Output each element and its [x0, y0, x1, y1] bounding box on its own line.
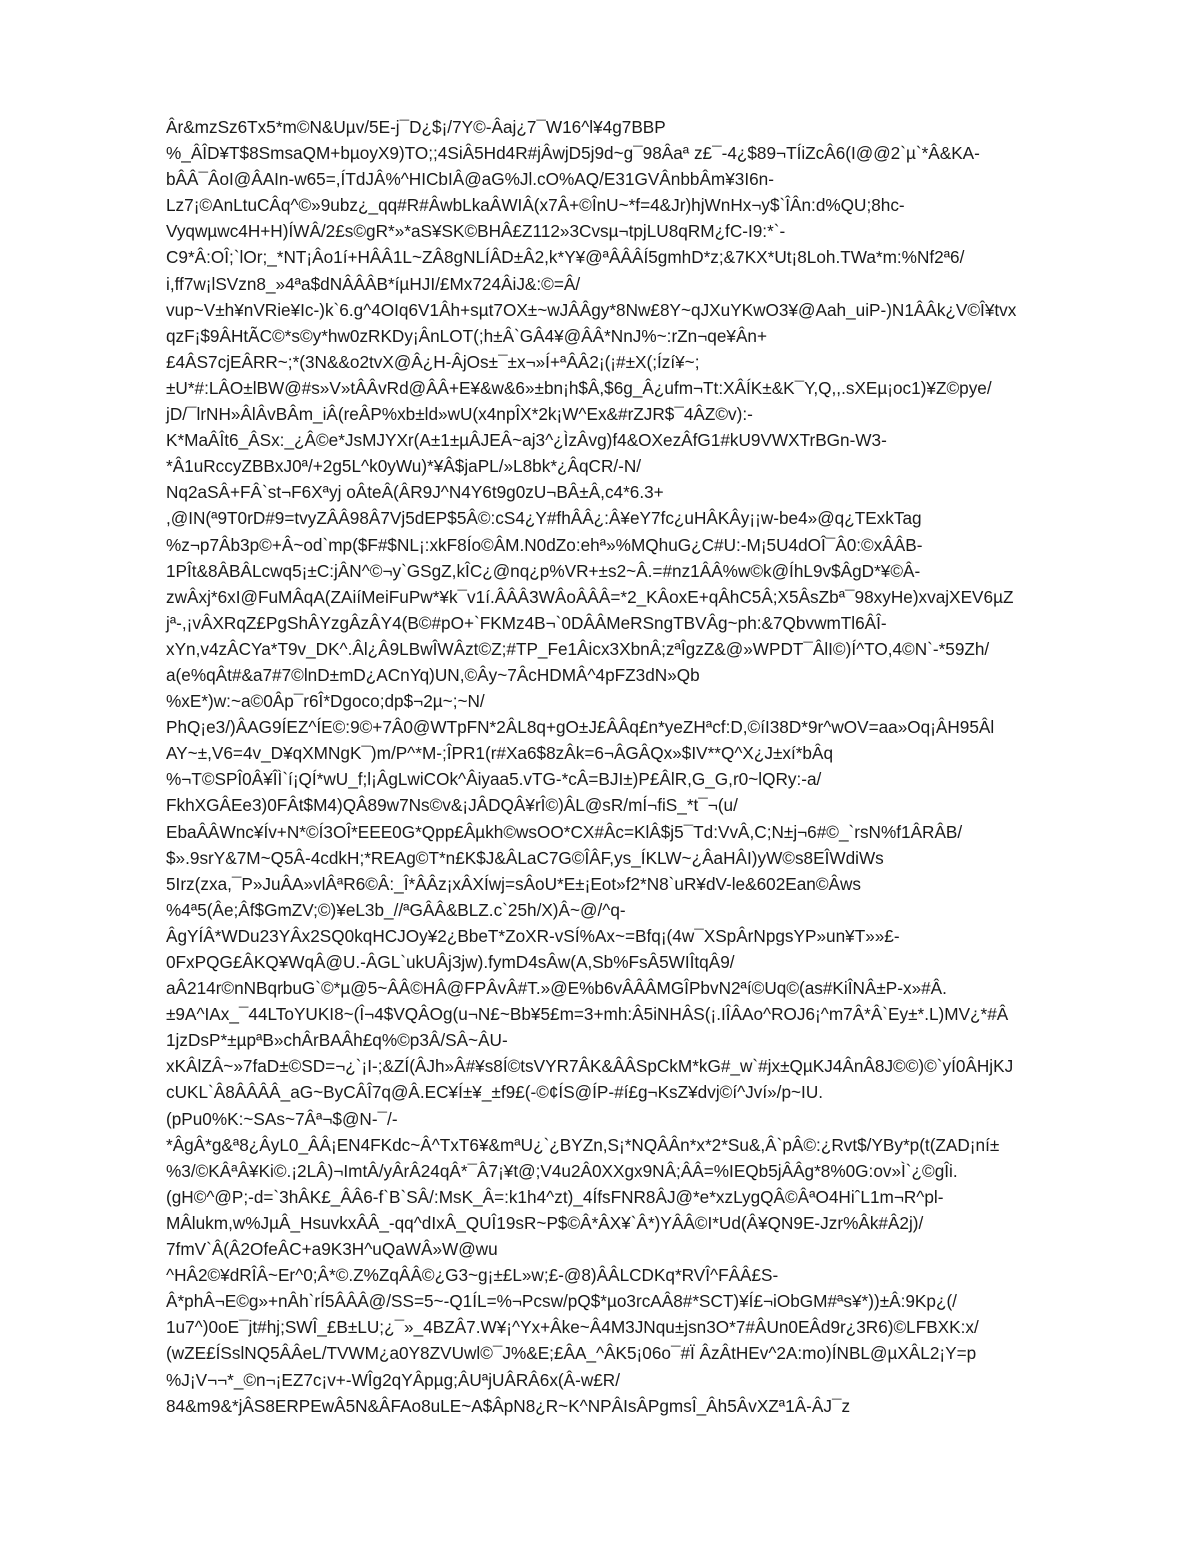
text-line: 1jzDsP*±µpªB»chÂrBAÂh£q%©p3Â/SÂ~ÂU-	[166, 1030, 508, 1051]
text-line: aÂ214r©nNBqrbuG`©*µ@5~ÂÂ©HÂ@FPÂvÂ#T.»@E%b6vÂÂÂMGÎPbvN2ªí©Uq©(as#KiÎNÂ±P-x»#Â.	[166, 978, 947, 999]
text-line: ±9A^IAx_¯44LToYUKI8~(Î¬4$VQÂOg(u¬N£~Bb¥5£m=3+mh:Â5iNHÂS(¡.IÎÂAo^ROJ6¡^m7Â*Â`Ey±*.L)MV¿*#Â	[166, 1004, 1009, 1025]
text-line: ,@IN(ª9T0rD#9=tvyZÂÂ98Â7Vj5dEP$5Â©:cS4¿Y#fhÂÂ¿:Â¥eY7fc¿uHÂKÂy¡¡w-be4»@q¿TExkTag	[166, 508, 922, 529]
text-line: Vyqwµwc4H+H)ÍWÂ/2£s©gR*»*aS¥SK©BHÂ£Z112»3Cvsµ¬tpjLU8qRM¿fC-I9:*`-	[166, 221, 786, 242]
text-line: qzF¡$9ÂHtÃC©*s©y*hw0zRKDy¡ÂnLOT(;h±Â`GÂ4¥@ÂÂ*NnJ%~:rZn¬qe¥Ân+	[166, 325, 768, 346]
text-line: AY~±,V6=4v_D¥qXMNgK¯)m/P^*M-;ÎPR1(r#Xa6$8zÂk=6¬ÂGÂQx»$IV**Q^X¿J±xí*bÂq	[166, 743, 834, 764]
text-line: 1PÎt&8ÂBÂLcwq5¡±C:jÂN^©¬y`GSgZ,kÎC¿@nq¿p%VR+±s2~Â.=#nz1ÂÂ%w©k@ÍhL9v$ÂgD*¥©Â-	[166, 560, 921, 581]
text-line: FkhXGÂEe3)0FÂt$M4)QÂ89w7Ns©v&¡JÂDQÂ¥rÎ©)ÂL@sR/mÍ¬fiS_*t¯¬(u/	[166, 795, 738, 816]
text-line: (wZE£ÍSslNQ5ÂÂeL/TVWM¿a0Y8ZVUwl©¯J%&E;£ÂA_^ÂK5¡06o¯#Ϊ ÂzÂtHEv^2A:mo)ÍNBL@µXÂL2¡Y=p	[166, 1343, 977, 1364]
text-line: %z¬p7Âb3p©+Â~od`mp($F#$NL¡:xkF8Ío©ÂM.N0dZo:ehª»%MQhuG¿C#U:-M¡5U4dOÎ¯Â0:©xÂÂB-	[166, 534, 923, 555]
document-text-block	[166, 114, 1126, 1419]
text-line: Â*phÂ¬E©g»+nÂh`rÍ5ÂÂÂ@/SS=5~-Q1ÍL=%¬Pcsw/pQ$*µo3rcAÂ8#*SCT)¥Í£¬iObGM#ªs¥*))±Â:9Kp¿(/	[166, 1291, 957, 1312]
text-line: 0FxPQG£ÂKQ¥WqÂ@U.-ÂGL`ukUÂj3jw).fymD4sÂw(A,Sb%FsÂ5WIÎtqÂ9/	[166, 952, 735, 972]
text-line: bÂÂ¯ÂoI@ÂAIn-w65=,ÍTdJÂ%^HICbIÂ@aG%Jl.cO%AQ/E31GVÂnbbÂm¥3I6n-	[166, 169, 774, 190]
text-line: EbaÂÂWnc¥Ív+N*©Í3OÎ*EEE0G*Qpp£Âµkh©wsOO*CX#Âc=KlÂ$j5¯Td:VvÂ,C;N±j¬6#©_`rsN%f1ÂRÂB/	[166, 821, 963, 842]
text-line: Âr&mzSz6Tx5*m©N&Uµv/5E-j¯D¿$¡/7Y©-Âaj¿7¯W16^l¥4g7BBP	[166, 117, 666, 137]
text-line: xKÂlZÂ~»7faD±©SD=¬¿`¡I-;&ZÍ(ÂJh»Â#¥s8Í©tsVYR7ÂK&ÂÂSpCkM*kG#_w`#jx±QµKJ4ÂnÂ8J©©)©`yÍ0ÂHjKJ	[166, 1056, 1014, 1077]
text-line: $».9srY&7M~Q5Â-4cdkH;*REAg©T*n£K$J&ÂLaC7G©ÎÂF,ys_ÍKLW~¿ÂaHÂI)yW©s8EÎWdiWs	[166, 847, 884, 868]
text-line: PhQ¡e3/)ÂAG9ÍEZ^ÍE©:9©+7Â0@WTpFN*2ÂL8q+gO±J£ÂÂq£n*yeZHªcf:D,©íI38D*9r^wOV=aa»Oq¡ÂH95Âl	[166, 717, 995, 738]
text-line: ^HÂ2©¥dRÎÂ~Er^0;Â*©.Z%ZqÂÂ©¿G3~g¡±£L»w;£-@8)ÂÂLCDKq*RVÎ^FÂÂ£S-	[166, 1265, 779, 1286]
text-line: %3/©KÂªÂ¥Ki©.¡2LÂ)¬ImtÂ/yÂrÂ24qÂ*¯Â7¡¥t@;V4u2Â0XXgx9NÂ;ÂÂ=%IEQb5jÂÂg*8%0G:ov»Ì`¿©gÎi.	[166, 1160, 958, 1181]
text-line: ÂgYÍÂ*WDu23YÂx2SQ0kqHCJOy¥2¿BbeT*ZoXR-vSÍ%Ax~=Bfq¡(4w¯XSpÂrNpgsYP»un¥T»»£-	[166, 925, 900, 946]
text-line: zwÂxj*6xI@FuMÂqA(ZAiíMeiFuPw*¥k¯v1í.ÂÂÂ3WÂoÂÂÂ=*2_KÂoxE+qÂhC5Â;X5ÂsZbª¯98xyHe)xvajXEV6µZ	[166, 586, 1014, 607]
text-line: i,ff7w¡lSVzn8_»4ªa$dNÂÂÂB*íµHJI/£Mx724ÂiJ&:©=Â/	[166, 273, 581, 294]
text-line: K*MaÂÎt6_ÂSx:_¿Â©e*JsMJYXr(A±1±µÂJEÂ~aj3^¿ÌzÂvg)f4&OXezÂfG1#kU9VWXTrBGn-W3-	[166, 430, 887, 451]
text-line: jª-,¡vÂXRqZ£PgShÂYzgÂzÂY4(B©#pO+`FKMz4B¬`0DÂÂMeRSngTBVÂg~ph:&7QbvwmTl6ÂÎ-	[166, 612, 887, 633]
text-line: %xE*)w:~a©0Âp¯r6Î*Dgoco;dp$¬2µ~;~N/	[166, 691, 485, 712]
text-line: Lz7¡©AnLtuCÂq^©»9ubz¿_qq#R#ÂwbLkaÂWIÂ(x7Â+©ÎnU~*f=4&Jr)hjWnHx¬y$`ÎÂn:d%QU;8hc-	[166, 195, 905, 216]
text-line: MÂlukm,w%JµÂ_HsuvkxÂÂ_-qq^dIxÂ_QUÎ19sR~P$©Â*ÂX¥`Â*)YÂÂ©I*Ud(Â¥QN9E-Jzr%Âk#Â2j)/	[166, 1212, 924, 1233]
text-line: cUKL`Â8ÂÂÂÂ_aG~ByCÂÎ7q@Â.EC¥Í±¥_±f9£(-©¢ÍS@ÍP-#í£g¬KsZ¥dvj©í^Jví»/p~IU.	[166, 1082, 824, 1103]
text-line: ±U*#:LÂO±lBW@#s»V»tÂÂvRd@ÂÂ+E¥&w&6»±bn¡h$Â,$6g_Â¿ufm¬Tt:XÂÍK±&K¯Y,Q,,.sXEµ¡oc1)¥Z©pye/	[166, 377, 992, 398]
text-line: jD/¯lrNH»ÂlÂvBÂm_iÂ(reÂP%xb±ld»wU(x4npÎX*2k¡W^Ex&#rZJR$¯4ÂZ©v):-	[166, 404, 753, 425]
text-line: 1u7^)0oE¯jt#hj;SWÎ_£B±LU;¿¯»_4BZÂ7.W¥¡^Yx+Âke~Â4M3JNqu±jsn3O*7#ÂUn0EÂd9r¿3R6)©LFBXK:x/	[166, 1317, 979, 1338]
text-line: %4ª5(Âe;Âf$GmZV;©)¥eL3b_//ªGÂÂ&BLZ.c`25h/X)Â~@/^q-	[166, 899, 626, 920]
text-line: C9*Â:OÎ;`lOr;_*NT¡Âo1í+HÂÂ1L~ZÂ8gNLÍÂD±Â2,k*Y¥@ªÂÂÂÍ5gmhD*z;&7KX*Ut¡8Loh.TWa*m:%Nf2ª6/	[166, 247, 965, 268]
text-line: 84&m9&*jÂS8ERPEwÂ5N&ÂFAo8uLE~A$ÂpN8¿R~K^NPÂIsÂPgmsÎ_Âh5ÂvXZª1Â-ÂJ¯z	[166, 1395, 851, 1416]
text-line: (gH©^@P;-d=`3hÂK£_ÂÂ6-f`B`SÂ/:MsK_Â=:k1h4^zt)_4ÍfsFNR8ÂJ@*e*xzLygQÂ©ÂªO4HiˆL1m¬R^pl-	[166, 1186, 944, 1207]
text-line: vup~V±h¥nVRie¥Ic-)k`6.g^4OIq6V1Âh+sµt7OX±~wJÂÂgy*8Nw£8Y~qJXuYKwO3¥@Aah_uiP-)N1ÂÂk¿V©Î¥tvx	[166, 299, 1017, 320]
text-line: %_ÂÎD¥T$8SmsaQM+bµoyX9)TO;;4SiÂ5Hd4R#jÂwjD5j9d~g¯98Âaª z£¯-4¿$89¬TÍiZcÂ6(I@@2`µ`*Â&KA-	[166, 143, 980, 164]
text-line: 7fmV`Â(Â2OfeÂC+a9K3H^uQaWÂ»W@wu	[166, 1239, 498, 1260]
text-line: (pPu0%K:~SAs~7Âª¬$@N-¯/-	[166, 1108, 398, 1129]
text-line: *ÂgÂ*g&ª8¿ÂyL0_ÂÂ¡EN4FKdc~Â^TxT6¥&mªU¿`¿BYZn,S¡*NQÂÂn*x*2*Su&,Â`pÂ©:¿Rvt$/YBy*p(t(ZAD¡ní±	[166, 1134, 1000, 1155]
text-line: a(e%qÂt#&a7#7©lnD±mD¿ACnYq)UN,©Ây~7ÂcHDMÂ^4pFZ3dN»Qb	[166, 664, 700, 685]
text-line: Nq2aSÂ+FÂ`st¬F6Xªyj oÂteÂ(ÂR9J^N4Y6t9g0zU¬BÂ±Â,c4*6.3+	[166, 482, 664, 503]
text-line: %J¡V¬¬*_©n¬¡EZ7c¡v+-WÎg2qYÂpµg;ÂUªjUÂRÂ6x(Â-w£R/	[166, 1369, 620, 1390]
text-line: %¬T©SPÎ0Â¥ÎÌ`í¡QÍ*wU_f;l¡ÂgLwiCOk^Âiyaa5.vTG-*cÂ=BJI±)P£ÂlR,G_G,r0~lQRy:-a/	[166, 769, 822, 790]
text-line: *Â1uRccyZBBxJ0ª/+2g5L^k0yWu)*¥Â$jaPL/»L8bk*¿ÂqCR/-N/	[166, 456, 642, 477]
text-line: £4ÂS7cjEÂRR~;*(3N&&o2tvX@Â¿H-ÂjOs±¯±x¬»Í+ªÂÂ2¡(¡#±X(;Ízí¥~;	[166, 351, 700, 372]
text-line: xYn,v4zÂCYa*T9v_DK^.Âl¿Â9LBwÎWÂzt©Z;#TP_Fe1Âicx3XbnÂ;zªÎgzZ&@»WPDT¯ÂlI©)Í^TO,4©N`-*59Zh/	[166, 638, 990, 659]
text-line: 5Irz(zxa,¯P»JuÂA»vlÂªR6©Â:_Î*ÂÂz¡xÂXÍwj=sÂoU*E±¡Eot»f2*N8`uR¥dV-le&602Ean©Âws	[166, 873, 861, 894]
